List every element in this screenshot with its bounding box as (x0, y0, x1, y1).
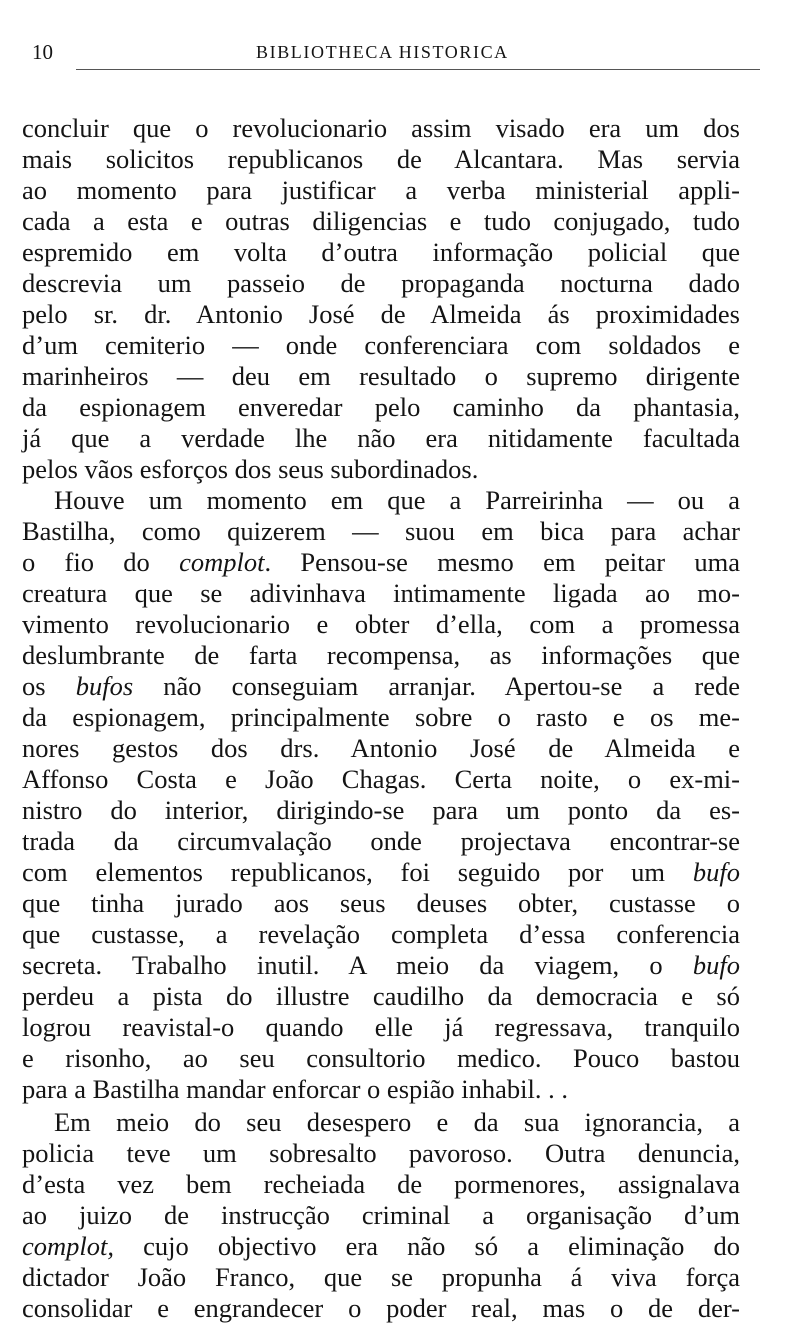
italic-term: complot, (22, 1231, 114, 1261)
line-text: cada a esta e outras diligencias e tudo conjugado, tudo (22, 206, 740, 236)
text-line (22, 206, 740, 237)
line-text: secreta. Trabalho inutil. A meio da viagem, o (22, 950, 693, 980)
line-text: da espionagem, principalmente sobre o rasto e os me- (22, 702, 740, 732)
line-text: d’um cemiterio — onde conferenciara com soldados e (22, 330, 740, 360)
text-line (22, 330, 740, 361)
line-text: e risonho, ao seu consultorio medico. Pouco bastou (22, 1043, 740, 1073)
text-line (22, 578, 740, 609)
line-text: nores gestos dos drs. Antonio José de Almeida e (22, 733, 740, 763)
text-line (22, 826, 740, 857)
text-line (22, 423, 740, 454)
text-line (22, 237, 740, 268)
text-line (22, 609, 740, 640)
line-text: que custasse, a revelação completa d’essa conferencia (22, 919, 740, 949)
text-line (22, 950, 740, 981)
text-line (22, 981, 740, 1012)
line-text: policia teve um sobresalto pavoroso. Outra denuncia, (22, 1138, 740, 1168)
text-line (22, 113, 740, 144)
text-line (22, 888, 740, 919)
line-text: Bastilha, como quizerem — suou em bica para achar (22, 516, 740, 546)
text-line (22, 1231, 740, 1262)
text-line (22, 1262, 740, 1293)
italic-term: bufo (692, 857, 740, 887)
page-header (24, 40, 736, 68)
line-text: já que a verdade lhe não era nitidamente facultada (22, 423, 740, 453)
line-text: não conseguiam arranjar. Apertou-se a rede (133, 671, 740, 701)
text-line (22, 392, 740, 423)
text-line (22, 1200, 740, 1231)
italic-term: bufo (692, 950, 740, 980)
line-text: d’esta vez bem recheiada de pormenores, assignalava (22, 1169, 740, 1199)
line-text: ao momento para justificar a verba ministerial appli- (22, 175, 740, 205)
running-title: BIBLIOTHECA HISTORICA (256, 42, 509, 62)
text-line (22, 1293, 740, 1324)
line-text: . Pensou-se mesmo em peitar uma (264, 547, 741, 577)
text-line (22, 454, 740, 485)
line-text: deslumbrante de farta recompensa, as informações que (22, 640, 740, 670)
line-text: Em meio do seu desespero e da sua ignorancia, a (54, 1107, 740, 1137)
line-text: logrou reavistal-o quando elle já regressava, tranquilo (22, 1012, 740, 1042)
line-text: descrevia um passeio de propaganda nocturna dado (22, 268, 740, 298)
line-text: trada da circumvalação onde projectava encontrar-se (22, 826, 740, 856)
text-line (22, 1169, 740, 1200)
line-text: Affonso Costa e João Chagas. Certa noite, o ex-mi- (22, 764, 740, 794)
text-line (22, 1107, 740, 1138)
body-section-2 (22, 1107, 740, 1324)
page-number: 10 (32, 40, 53, 64)
line-text: vimento revolucionario e obter d’ella, com a promessa (22, 609, 740, 639)
line-text: Houve um momento em que a Parreirinha — ou a (54, 485, 740, 515)
text-line (22, 299, 740, 330)
text-line (22, 268, 740, 299)
line-text: com elementos republicanos, foi seguido por um (22, 857, 693, 887)
text-line (22, 919, 740, 950)
line-text: o fio do (22, 547, 180, 577)
line-text: espremido em volta d’outra informação policial que (22, 237, 740, 267)
text-line (22, 516, 740, 547)
line-text: nistro do interior, dirigindo-se para um ponto da es- (22, 795, 740, 825)
line-text: que tinha jurado aos seus deuses obter, custasse o (22, 888, 740, 918)
body-section-1 (22, 113, 740, 1105)
italic-term: complot (179, 547, 265, 577)
text-line (22, 640, 740, 671)
text-line (22, 361, 740, 392)
text-line (22, 1043, 740, 1074)
line-text: consolidar e engrandecer o poder real, mas o de der- (22, 1293, 740, 1323)
line-text: pelos vãos esforços dos seus subordinados. (22, 454, 479, 484)
text-line (22, 175, 740, 206)
line-text: para a Bastilha mandar enforcar o espião inhabil. . . (22, 1074, 568, 1104)
line-text: cujo objectivo era não só a eliminação do (114, 1231, 740, 1261)
line-text: perdeu a pista do illustre caudilho da democracia e só (22, 981, 740, 1011)
text-line (22, 733, 740, 764)
line-text: ao juizo de instrucção criminal a organisação d’um (22, 1200, 740, 1230)
text-line (22, 485, 740, 516)
text-line (22, 144, 740, 175)
line-text: pelo sr. dr. Antonio José de Almeida ás proximidades (22, 299, 740, 329)
text-line (22, 671, 740, 702)
line-text: dictador João Franco, que se propunha á viva força (22, 1262, 740, 1292)
line-text: concluir que o revolucionario assim visado era um dos (22, 113, 740, 143)
text-line (22, 857, 740, 888)
line-text: os (22, 671, 76, 701)
text-line (22, 764, 740, 795)
text-line (22, 1074, 740, 1105)
header-rule (76, 69, 760, 70)
text-line (22, 1012, 740, 1043)
italic-term: bufos (75, 671, 134, 701)
line-text: mais solicitos republicanos de Alcantara. Mas servia (22, 144, 740, 174)
text-line (22, 795, 740, 826)
line-text: da espionagem enveredar pelo caminho da phantasia, (22, 392, 740, 422)
line-text: marinheiros — deu em resultado o supremo dirigente (22, 361, 740, 391)
text-line (22, 702, 740, 733)
text-line (22, 1138, 740, 1169)
text-line (22, 547, 740, 578)
line-text: creatura que se adivinhava intimamente ligada ao mo- (22, 578, 740, 608)
